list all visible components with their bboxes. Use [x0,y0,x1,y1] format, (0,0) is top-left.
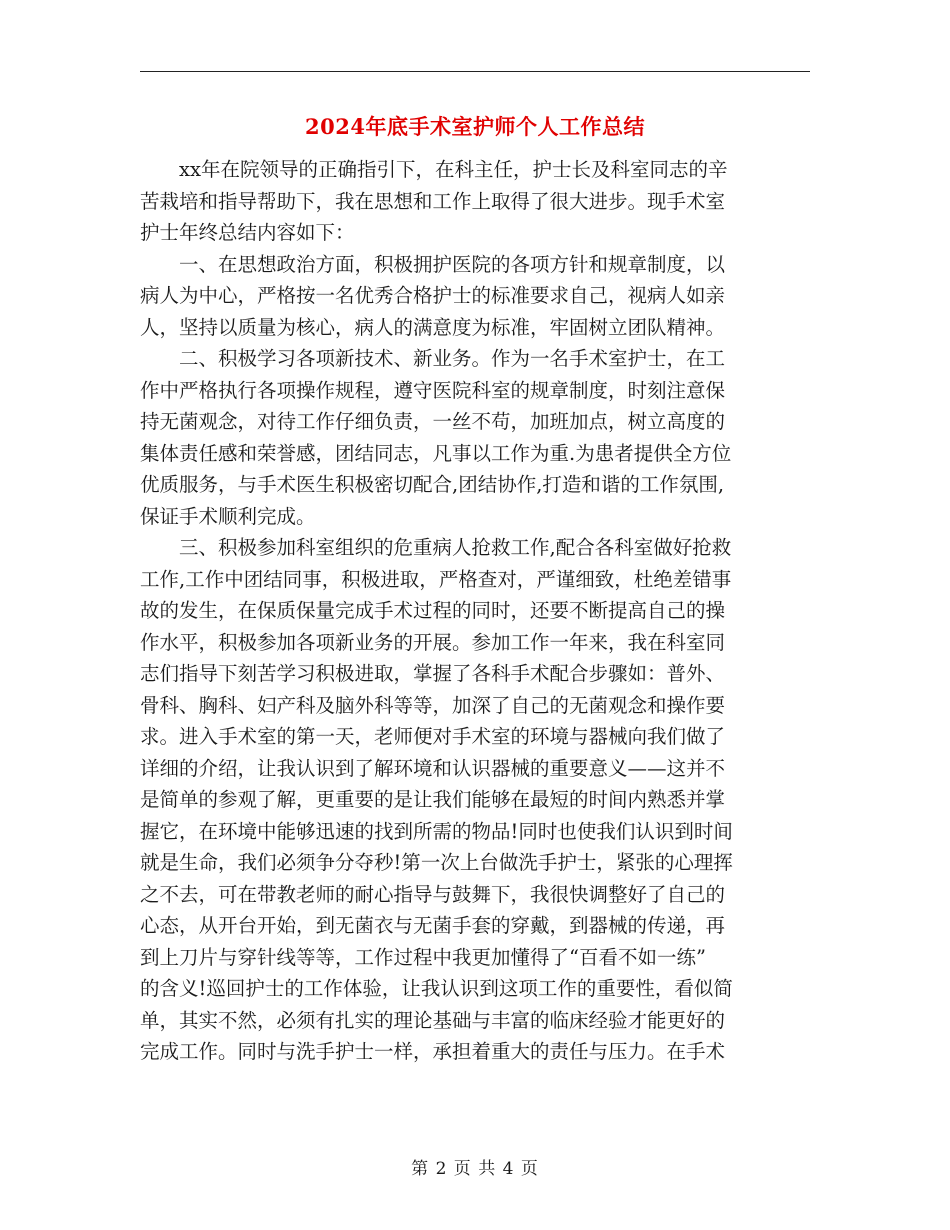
body-line: 集体责任感和荣誉感，团结同志，凡事以工作为重.为患者提供全方位 [140,441,732,465]
body-line: 单，其实不然，必须有扎实的理论基础与丰富的临床经验才能更好的 [140,1008,726,1032]
body-line: xx年在院领导的正确指引下，在科主任，护士长及科室同志的辛 [140,158,728,181]
body-line: 二、积极学习各项新技术、新业务。作为一名手术室护士，在工 [140,347,726,370]
body-line: 志们指导下刻苦学习积极进取，掌握了各科手术配合步骤如：普外、 [140,662,726,685]
body-line: 故的发生，在保质保量完成手术过程的同时，还要不断提高自己的操 [140,599,726,622]
body-line: 心态，从开台开始，到无菌衣与无菌手套的穿戴，到器械的传递，再 [140,914,726,937]
body-line: 护士年终总结内容如下： [140,221,355,244]
body-line: 苦栽培和指导帮助下，我在思想和工作上取得了很大进步。现手术室 [140,189,726,213]
body-line: 工作,工作中团结同事，积极进取，严格查对，严谨细致，杜绝差错事 [140,567,732,591]
body-line: 完成工作。同时与洗手护士一样，承担着重大的责任与压力。在手术 [140,1040,726,1063]
body-line: 保证手术顺利完成。 [140,504,316,528]
body-line: 之不去，可在带教老师的耐心指导与鼓舞下，我很快调整好了自己的 [140,882,726,906]
body-line: 一、在思想政治方面，积极拥护医院的各项方针和规章制度，以 [140,252,726,276]
body-line: 作中严格执行各项操作规程，遵守医院科室的规章制度，时刻注意保 [140,378,726,402]
body-line: 骨科、胸科、妇产科及脑外科等等，加深了自己的无菌观念和操作要 [140,693,726,717]
document-body [140,154,810,1068]
body-line: 持无菌观念，对待工作仔细负责，一丝不苟，加班加点，树立高度的 [140,410,726,433]
body-line: 人，坚持以质量为核心，病人的满意度为标准，牢固树立团队精神。 [140,315,726,339]
body-line: 作水平，积极参加各项新业务的开展。参加工作一年来，我在科室同 [140,630,726,654]
document-title: 2024年底手术室护师个人工作总结 [305,114,645,139]
page-number: 第 2 页 共 4 页 [411,1159,539,1179]
body-line: 握它，在环境中能够迅速的找到所需的物品!同时也使我们认识到时间 [140,819,733,843]
body-line: 到上刀片与穿针线等等，工作过程中我更加懂得了“百看不如一练” [140,945,706,969]
body-line: 三、积极参加科室组织的危重病人抢救工作,配合各科室做好抢救 [140,536,732,559]
body-line: 病人为中心，严格按一名优秀合格护士的标准要求自己，视病人如亲 [140,284,726,307]
body-line: 优质服务，与手术医生积极密切配合,团结协作,打造和谐的工作氛围, [140,473,725,496]
body-line: 的含义!巡回护士的工作体验，让我认识到这项工作的重要性，看似简 [140,977,733,1000]
body-line: 是简单的参观了解，更重要的是让我们能够在最短的时间内熟悉并掌 [140,788,726,811]
header-rule [140,71,810,72]
body-line: 详细的介绍，让我认识到了解环境和认识器械的重要意义——这并不 [140,756,726,780]
body-line: 求。进入手术室的第一天，老师便对手术室的环境与器械向我们做了 [140,725,726,748]
body-line: 就是生命，我们必须争分夺秒!第一次上台做洗手护士，紧张的心理挥 [140,851,733,874]
